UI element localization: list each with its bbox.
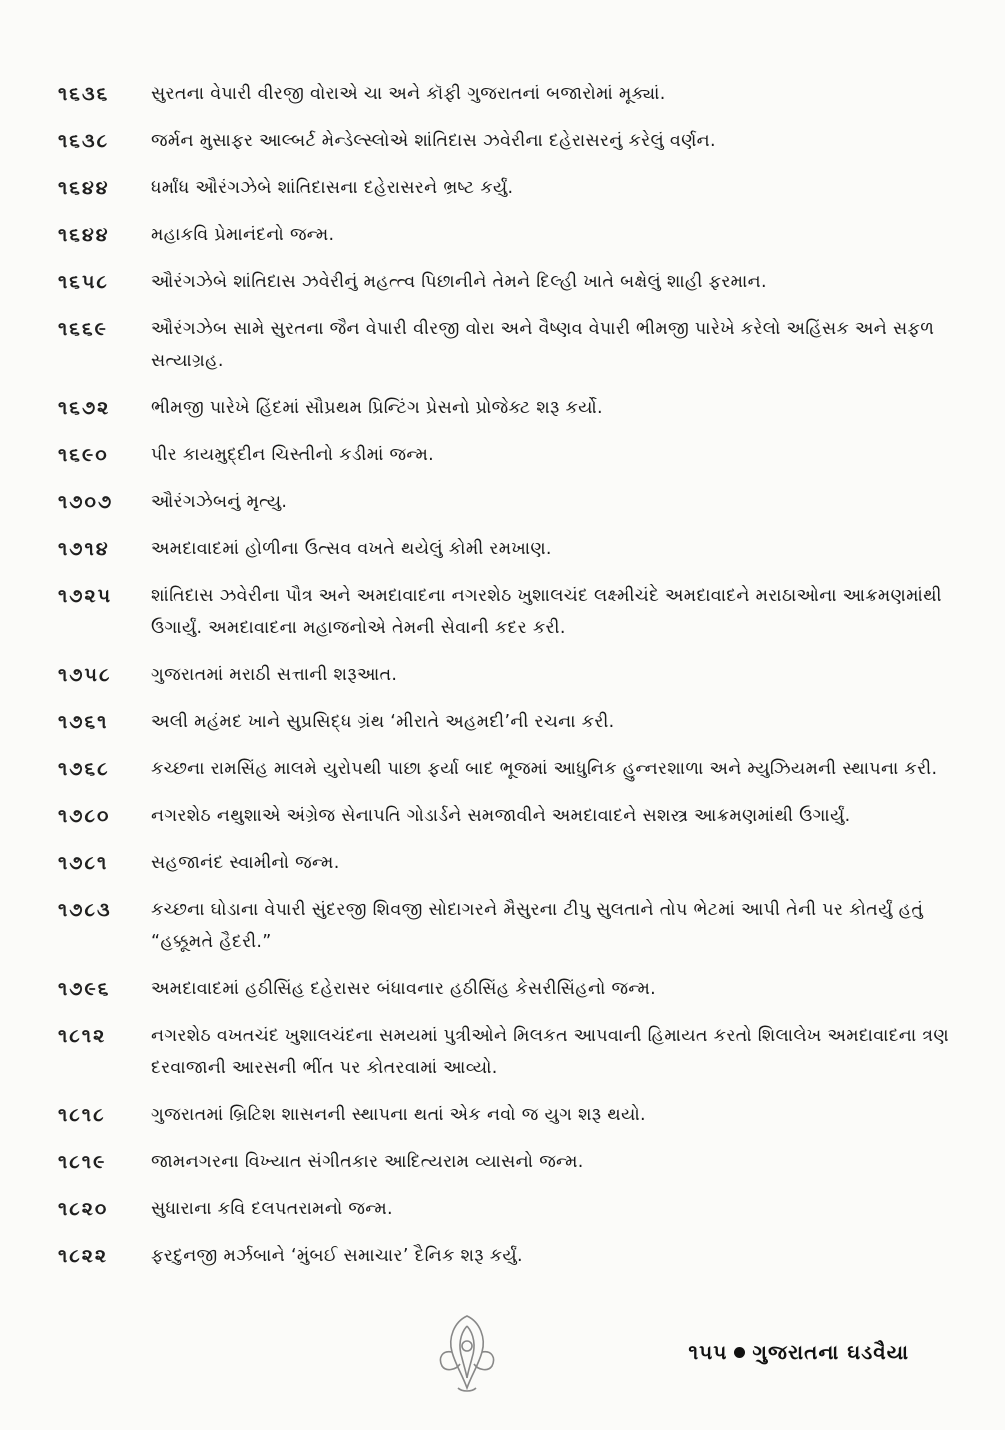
page-footer — [688, 1340, 909, 1364]
timeline-entry — [58, 1240, 958, 1272]
entry-text: મહાકવિ પ્રેમાનંદનો જન્મ. — [151, 225, 335, 245]
entry-text: શાંતિદાસ ઝવેરીના પૌત્ર અને અમદાવાદના નગરશેઠ ખુશાલચંદ લક્ષ્મીચંદે અમદાવાદને મરાઠાઓના આક્રમણમાંથી ઉગાર્યું. અમદાવાદના મહાજનોએ તેમની સેવાની કદર કરી. — [151, 586, 942, 638]
page-number: ૧૫૫ — [688, 1340, 728, 1364]
timeline-entry — [58, 486, 958, 518]
entry-text: ધર્માંધ ઔરંગઝેબે શાંતિદાસના દહેરાસરને ભ્રષ્ટ કર્યું. — [151, 178, 514, 198]
timeline-list — [58, 78, 958, 1287]
entry-year: ૧૭૯૬ — [58, 978, 111, 1000]
entry-text: ઔરંગઝેબે શાંતિદાસ ઝવેરીનું મહત્ત્વ પિછાનીને તેમને દિલ્હી ખાતે બક્ષેલું શાહી ફરમાન. — [151, 272, 767, 292]
entry-year: ૧૭૧૪ — [58, 538, 110, 560]
timeline-entry — [58, 266, 958, 298]
entry-text: અમદાવાદમાં હોળીના ઉત્સવ વખતે થયેલું કોમી રમખાણ. — [151, 539, 552, 559]
timeline-entry — [58, 847, 958, 879]
entry-year: ૧૬૬૯ — [58, 318, 108, 340]
entry-text: ગુજરાતમાં મરાઠી સત્તાની શરૂઆત. — [151, 665, 398, 685]
timeline-entry — [58, 78, 958, 110]
entry-year: ૧૮૧૯ — [58, 1151, 107, 1173]
entry-year: ૧૬૪૪ — [58, 224, 110, 246]
entry-year: ૧૭૮૩ — [58, 899, 112, 921]
timeline-entry — [58, 753, 958, 785]
entry-year: ૧૭૨૫ — [58, 585, 113, 607]
timeline-entry — [58, 392, 958, 424]
entry-text: સુધારાના કવિ દલપતરામનો જન્મ. — [151, 1199, 393, 1219]
entry-text: નગરશેઠ વખતચંદ ખુશાલચંદના સમયમાં પુત્રીઓને મિલકત આપવાની હિમાયત કરતો શિલાલેખ અમદાવાદના ત્રણ દરવાજાની આરસની ભીંત પર કોતરવામાં આવ્યો. — [151, 1026, 949, 1078]
entry-text: ગુજરાતમાં બ્રિટિશ શાસનની સ્થાપના થતાં એક નવો જ યુગ શરૂ થયો. — [151, 1105, 646, 1125]
timeline-entry — [58, 706, 958, 738]
timeline-entry — [58, 800, 958, 832]
timeline-entry — [58, 125, 958, 157]
timeline-entry — [58, 439, 958, 471]
entry-text: સહજાનંદ સ્વામીનો જન્મ. — [151, 853, 340, 873]
entry-year: ૧૬૭૨ — [58, 397, 111, 419]
entry-year: ૧૮૧૨ — [58, 1025, 107, 1047]
entry-text: ભીમજી પારેખે હિંદમાં સૌપ્રથમ પ્રિન્ટિંગ પ્રેસનો પ્રોજેક્ટ શરૂ કર્યો. — [151, 398, 603, 418]
entry-year: ૧૬૯૦ — [58, 444, 109, 466]
timeline-entry — [58, 973, 958, 1005]
entry-text: સુરતના વેપારી વીરજી વોરાએ ચા અને કૉફી ગુજરાતનાં બજારોમાં મૂક્યાં. — [151, 84, 666, 104]
timeline-entry — [58, 894, 958, 958]
entry-text: ફરદુનજી મર્ઝબાને ‘મુંબઈ સમાચાર’ દૈનિક શરૂ કર્યું. — [151, 1246, 523, 1266]
entry-text: ઔરંગઝેબ સામે સુરતના જૈન વેપારી વીરજી વોરા અને વૈષ્ણવ વેપારી ભીમજી પારેખે કરેલો અહિંસક અને સફળ સત્યાગ્રહ. — [151, 319, 935, 371]
entry-year: ૧૮૨૦ — [58, 1198, 109, 1220]
entry-year: ૧૭૮૧ — [58, 852, 109, 874]
entry-text: ઔરંગઝેબનું મૃત્યુ. — [151, 492, 288, 512]
entry-text: અલી મહંમદ ખાને સુપ્રસિદ્ધ ગ્રંથ ‘મીરાતે અહમદી’ની રચના કરી. — [151, 712, 615, 732]
bullet-dot-icon — [734, 1347, 745, 1358]
entry-year: ૧૬૫૮ — [58, 271, 109, 293]
timeline-entry — [58, 1193, 958, 1225]
timeline-entry — [58, 172, 958, 204]
entry-text: જર્મન મુસાફર આલ્બર્ટ મેન્ડેલ્સ્લોએ શાંતિદાસ ઝવેરીના દહેરાસરનું કરેલું વર્ણન. — [151, 131, 716, 151]
entry-year: ૧૭૬૧ — [58, 711, 109, 733]
entry-year: ૧૮૧૮ — [58, 1104, 106, 1126]
entry-year: ૧૬૩૮ — [58, 130, 110, 152]
entry-year: ૧૬૪૪ — [58, 177, 110, 199]
timeline-entry — [58, 1020, 958, 1084]
timeline-entry — [58, 1099, 958, 1131]
timeline-entry — [58, 313, 958, 377]
timeline-entry — [58, 580, 958, 644]
timeline-entry — [58, 1146, 958, 1178]
entry-year: ૧૭૦૭ — [58, 491, 114, 513]
entry-text: જામનગરના વિખ્યાત સંગીતકાર આદિત્યરામ વ્યાસનો જન્મ. — [151, 1152, 584, 1172]
entry-text: અમદાવાદમાં હઠીસિંહ દહેરાસર બંધાવનાર હઠીસિંહ કેસરીસિંહનો જન્મ. — [151, 979, 656, 999]
entry-year: ૧૬૩૬ — [58, 83, 110, 105]
decorative-floral-ornament-icon — [432, 1308, 502, 1396]
entry-text: નગરશેઠ નથુશાએ અંગ્રેજ સેનાપતિ ગોડાર્ડને સમજાવીને અમદાવાદને સશસ્ત્ર આક્રમણમાંથી ઉગાર્યું. — [151, 806, 851, 826]
timeline-entry — [58, 659, 958, 691]
entry-year: ૧૭૬૮ — [58, 758, 110, 780]
entry-year: ૧૭૫૮ — [58, 664, 112, 686]
timeline-entry — [58, 533, 958, 565]
entry-year: ૧૮૨૨ — [58, 1245, 109, 1267]
entry-text: કચ્છના ઘોડાના વેપારી સુંદરજી શિવજી સોદાગરને મૈસુરના ટીપુ સુલતાને તોપ ભેટમાં આપી તેની પર કોતર્યું હતું “હક્કૂમતે હૈદરી.” — [151, 900, 924, 952]
timeline-entry — [58, 219, 958, 251]
entry-year: ૧૭૮૦ — [58, 805, 111, 827]
entry-text: કચ્છના રામસિંહ માલમે યુરોપથી પાછા ફર્યા બાદ ભૂજમાં આધુનિક હુન્નરશાળા અને મ્યુઝિયમની સ્થાપના કરી. — [151, 759, 938, 779]
book-title: ગુજરાતના ઘડવૈયા — [752, 1340, 909, 1364]
entry-text: પીર કાયમુદ્દીન ચિસ્તીનો કડીમાં જન્મ. — [151, 445, 434, 465]
